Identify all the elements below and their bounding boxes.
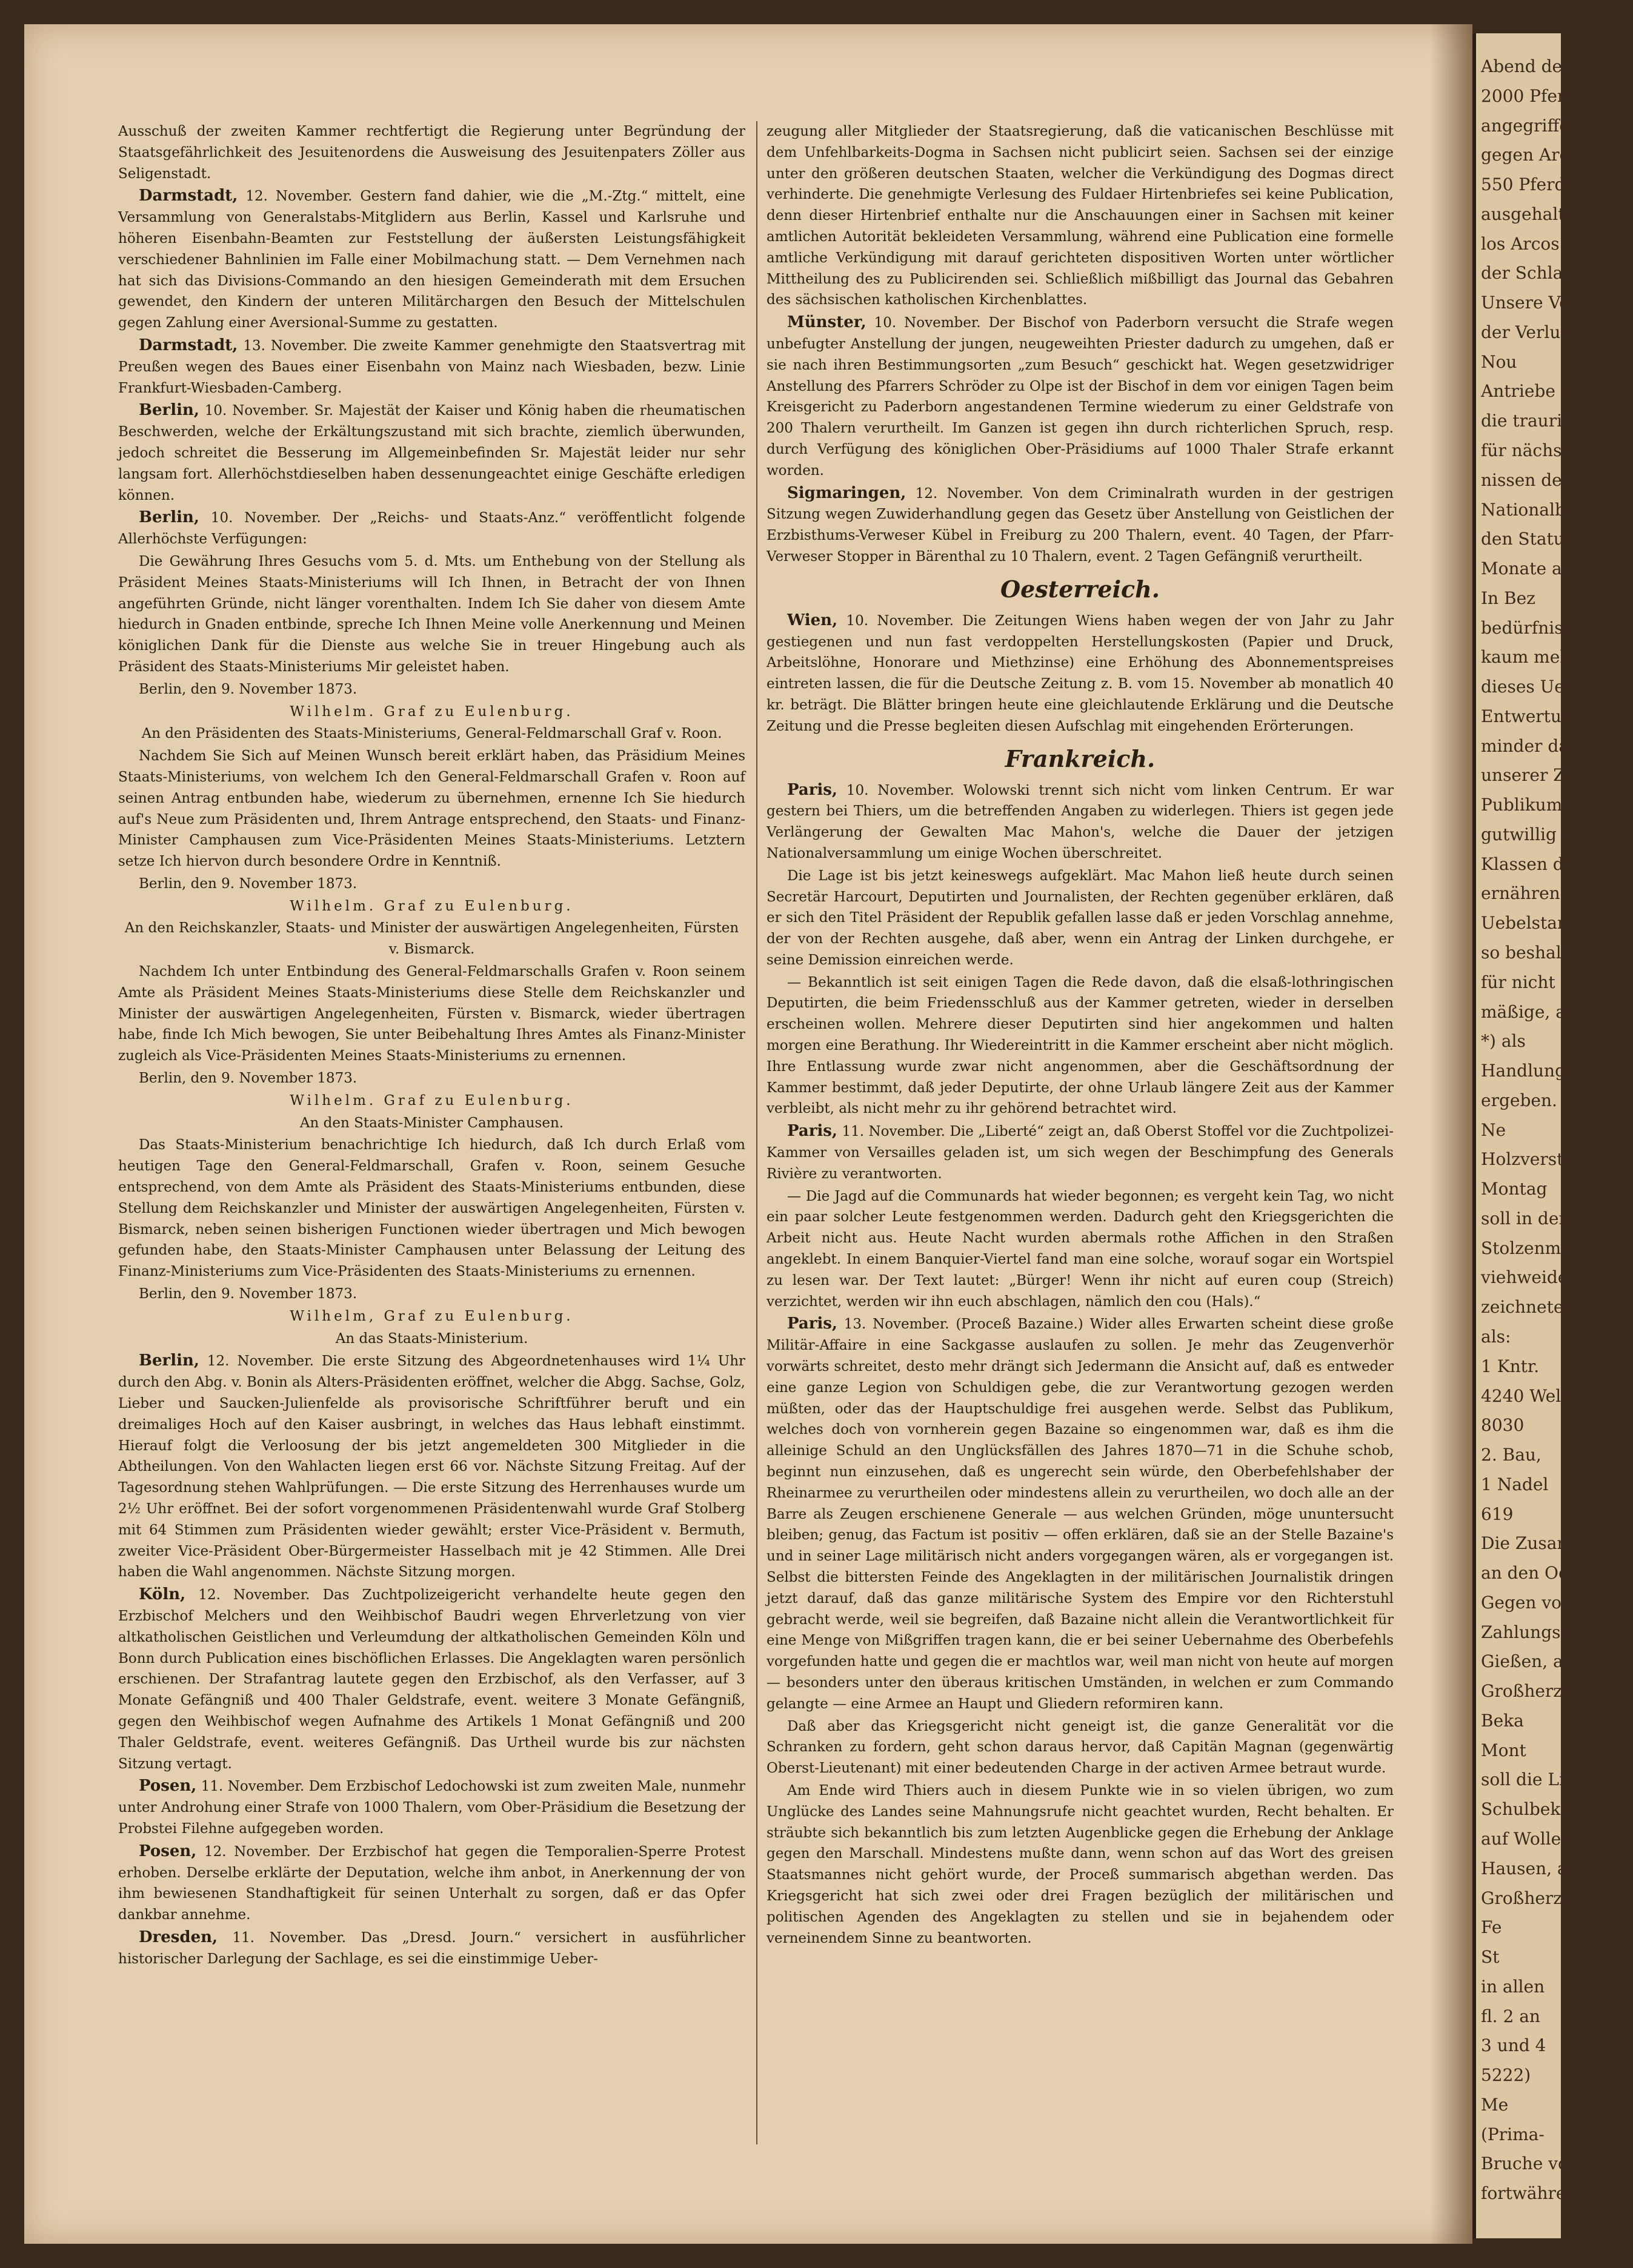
adjacent-page-edge (1472, 33, 1633, 2238)
adjacent-page-fragment: Hausen, am (1481, 1858, 1584, 1878)
paragraph-text: Die Lage ist bis jetzt keineswegs aufgeklärt. Mac Mahon ließ heute durch seinen Secretär Harcourt, Deputirten und Journalisten, der Rechten gegenüber erklären, daß er sich den Titel Präsident der Republik gefallen lasse daß er jeden Vorschlag annehme, der von der Rechten ausgehe, daß aber, wenn ein Antrag der Linken durchgehe, er seine Demission einreichen werde. (767, 867, 1394, 968)
dateline: Darmstadt, (139, 187, 238, 205)
dateline: Dresden, (139, 1928, 218, 1946)
paragraph-text: — Bekanntlich ist seit einigen Tagen die Rede davon, daß die elsaß-lothringischen Deputirten, die beim Friedensschluß aus der Kammer getreten, wieder in derselben erscheinen wollen. Mehrere dieser Deputirten sind hier angekommen und halten morgen eine Berathung. Ihr Wiedereintritt in die Kammer erscheint aber nicht möglich. Ihre Entlassung wurde zwar nicht angenommen, aber die Geschäftsordnung der Kammer bestimmt, daß jeder Deputirte, der ohne Urlaub längere Zeit aus der Kammer verbleibt, als nicht mehr zu ihr gehörend betrachtet wird. (767, 974, 1394, 1117)
adjacent-page-fragment: soll die Lieferu (1481, 1769, 1610, 1790)
article-paragraph (118, 961, 745, 1067)
adjacent-page-fragment: bedürfnisse (1481, 617, 1582, 638)
article-paragraph (118, 507, 745, 550)
adjacent-page-fragment: 8030 (1481, 1415, 1525, 1436)
adjacent-page-fragment: Me (1481, 2094, 1509, 2115)
paragraph-text: Berlin, den 9. November 1873. (139, 875, 358, 892)
dateline: Paris, (787, 1315, 837, 1333)
paragraph-text: Berlin, den 9. November 1873. (139, 681, 358, 697)
article-paragraph (767, 1716, 1394, 1779)
adjacent-page-fragment: angegriffen (1481, 115, 1580, 136)
article-paragraph (118, 679, 745, 700)
paragraph-text: Nachdem Sie Sich auf Meinen Wunsch bereit erklärt haben, das Präsidium Meines Staats-Ministeriums, von welchem Ich den General-Feldmarschall Grafen v. Roon auf seinen Antrag entbunden habe, wiederum zu übernehmen, ernenne Ich Sie hiedurch auf's Neue zum Präsidenten und, Ihrem Antrage entsprechend, den Staats- und Finanz-Minister Camphausen zum Vice-Präsidenten Meines Staats-Ministeriums. Letztern setze Ich hiervon durch besondere Ordre in Kenntniß. (118, 748, 745, 870)
adjacent-page-fragment: Fe (1481, 1917, 1502, 1938)
adjacent-page-fragment: kaum mehr (1481, 647, 1579, 668)
article-paragraph (118, 1841, 745, 1926)
paragraph-text: 12. November. Das Zuchtpolizeigericht verhandelte heute gegen den Erzbischof Melchers und den Weihbischof Baudri wegen Ehrverletzung von vier altkatholischen Geistlichen und Verleumdung der altkatholischen Gemeinden Köln und Bonn durch Publication eines bischöflichen Erlasses. Die Angeklagten waren persönlich erschienen. Der Strafantrag lautete gegen den Erzbischof, als den Verfasser, auf 3 Monate Gefängniß und 400 Thaler Geldstrafe, event. weitere 3 Monate Gefängniß, gegen den Weihbischof wegen Aufnahme des Artikels 1 Monat Gefängniß und 200 Thaler Geldstrafe, event. weiteres Gefängniß. Das Urtheil wurde bis zur nächsten Sitzung vertagt. (118, 1587, 745, 1772)
paragraph-text: 12. November. Der Erzbischof hat gegen die Temporalien-Sperre Protest erhoben. Derselbe erklärte der Deputation, welche ihm anbot, in Anerkennung der von ihm bewiesenen Standhaftigkeit für seinen Unterhalt zu sorgen, daß er das Opfer dankbar annehme. (118, 1843, 746, 1923)
adjacent-page-fragment: ernähren. D (1481, 883, 1585, 904)
paragraph-text: 10. November. Die Zeitungen Wiens haben wegen der von Jahr zu Jahr gestiegenen und nun fast verdoppelten Herstellungskosten (Papier und Druck, Arbeitslöhne, Honorare und Miethzinse) eine Erhöhung des Abonnementspreises eintreten lassen, die für die Deutsche Zeitung z. B. vom 15. November ab monatlich 40 kr. beträgt. Die Blätter bringen heute eine gleichlautende Erklärung und die Deutsche Zeitung und die Presse begleiten diesen Aufschlag mit eingehenden Erörterungen. (767, 612, 1394, 734)
article-paragraph (767, 1186, 1394, 1313)
adjacent-page-fragment: fortwähren (1481, 2183, 1577, 2204)
paragraph-text: Nachdem Ich unter Entbindung des General-Feldmarschalls Grafen v. Roon seinem Amte als Präsident Meines Staats-Ministeriums diese Stelle dem Reichskanzler und Minister der auswärtigen Angelegenheiten, Fürsten v. Bismarck, wieder übertragen habe, finde Ich Mich bewogen, Sie unter Beibehaltung Ihres Amtes als Finanz-Minister zugleich als Vice-Präsidenten Meines Staats-Ministeriums zu ernennen. (118, 964, 745, 1064)
paragraph-text: Wilhelm, Graf zu Eulenburg. (290, 1308, 574, 1324)
adjacent-page-fragment: Beka (1481, 1710, 1524, 1731)
adjacent-page-fragment: Ne (1481, 1119, 1506, 1140)
adjacent-page-fragment: fl. 2 an (1481, 2006, 1540, 2026)
dateline: Wien, (787, 611, 838, 629)
adjacent-page-fragment: 550 Pferde (1481, 174, 1575, 195)
adjacent-page-fragment: die traurige (1481, 411, 1583, 431)
adjacent-page-fragment: *) als (1481, 1031, 1526, 1052)
dateline: Posen, (139, 1842, 197, 1860)
article-paragraph (767, 780, 1394, 864)
adjacent-page-fragment: soll in dem (1481, 1208, 1575, 1228)
paragraph-text: 13. November. Die zweite Kammer genehmigte den Staatsvertrag mit Preußen wegen des Baues einer Eisenbahn von Mainz nach Wiesbaden, bezw. Linie Frankfurt-Wiesbaden-Camberg. (118, 337, 745, 396)
adjacent-page-fragment: als: (1481, 1326, 1511, 1347)
adjacent-page-fragment: ergeben. (1481, 1090, 1557, 1110)
dateline: Münster, (787, 313, 866, 332)
adjacent-page-fragment: los Arcos (1481, 233, 1560, 254)
paragraph-text: — Die Jagd auf die Communards hat wieder begonnen; es vergeht kein Tag, wo nicht ein paar solcher Leute festgenommen werden. Dadurch geht den Kriegsgerichten die Arbeit nicht aus. Heute Nacht wurden abermals rothe Affichen in den Straßen angeklebt. In einem Banquier-Viertel fand man eine solche, worauf sogar ein Wortspiel zu lesen war. Der Text lautet: „Bürger! Wenn ihr nicht auf euren coup (Streich) verzichtet, werden wir ihn euch abschlagen, nämlich den cou (Hals).“ (767, 1188, 1394, 1310)
article-paragraph (118, 1113, 745, 1134)
paragraph-text: An den Präsidenten des Staats-Ministeriums, General-Feldmarschall Graf v. Roon. (141, 726, 722, 742)
article-paragraph (118, 551, 745, 678)
adjacent-page-fragment: unserer Zeit (1481, 765, 1588, 786)
adjacent-page-fragment: 3 und 4 (1481, 2035, 1546, 2056)
adjacent-page-fragment: Handlungshäuser (1481, 1061, 1633, 1081)
dateline: Berlin, (139, 1351, 199, 1370)
paragraph-text: Die Gewährung Ihres Gesuchs vom 5. d. Mts. um Enthebung von der Stellung als Präsident Meines Staats-Ministeriums will Ich Ihnen, in Betracht der von Ihnen angeführten Gründe, nicht länger vorenthalten. Indem Ich Sie daher von diesem Amte hiedurch in Gnaden entbinde, spreche Ich Ihnen Meine volle Anerkennung und Meinen königlichen Dank für die Dienste aus welche Sie in treuer Hingebung auch als Präsident des Staats-Ministeriums Mir geleistet haben. (118, 553, 745, 675)
adjacent-page-fragment: Publikum w (1481, 795, 1583, 815)
adjacent-page-fragment: gegen Arella (1481, 145, 1591, 165)
paragraph-text: 12. November. Gestern fand dahier, wie die „M.-Ztg.“ mittelt, eine Versammlung von Generalstabs-Mitglidern aus Berlin, Kassel und Karlsruhe und höheren Eisenbahn-Beamten zur Feststellung der äußersten Leistungsfähigkeit verschiedener Bahnlinien im Falle einer Mobilmachung statt. — Dem Vernehmen nach hat sich das Divisions-Commando an den hiesigen Gemeinderath mit dem Ersuchen gewendet, den Kindern der unteren Militärchargen den Besuch der Mittelschulen gegen Zahlung einer Aversional-Summe zu gestatten. (118, 188, 746, 331)
article-paragraph (118, 1090, 745, 1112)
paragraph-text: 11. November. Die „Liberté“ zeigt an, daß Oberst Stoffel vor die Zuchtpolizei-Kammer von Versailles geladen ist, um sich wegen der Beschimpfung des Generals Rivière zu verantworten. (767, 1124, 1394, 1182)
article-paragraph (767, 972, 1394, 1120)
adjacent-page-fragment: Monate aus (1481, 559, 1582, 579)
article-paragraph (118, 874, 745, 895)
article-paragraph (118, 1584, 745, 1774)
paragraph-text: Das Staats-Ministerium benachrichtige Ich hiedurch, daß Ich durch Erlaß vom heutigen Tage den General-Feldmarschall, Grafen v. Roon, seinem Gesuche entsprechend, von dem Amte als Präsident des Staats-Ministeriums entbunden, diese Stellung dem Reichskanzler und Minister der auswärtigen Angelegenheiten, Fürsten v. Bismarck, neben seinen bisherigen Functionen wieder übertragen und Mich bewogen gefunden habe, den Staats-Minister Camphausen unter Belassung der Leitung des Finanz-Ministeriums zum Vice-Präsidenten des Staats-Ministeriums zu ernennen. (118, 1137, 745, 1280)
article-paragraph (118, 701, 745, 723)
article-paragraph (118, 335, 745, 399)
article-paragraph (118, 896, 745, 917)
paragraph-text: Ausschuß der zweiten Kammer rechtfertigt die Regierung unter Begründung der Staatsgefährlichkeit des Jesuitenordens die Ausweisung des Jesuitenpaters Zöller aus Seligenstadt. (118, 124, 745, 182)
adjacent-page-fragment: Gegen vorh (1481, 1592, 1581, 1613)
adjacent-page-fragment: gutwillig ihr (1481, 824, 1587, 844)
article-paragraph (118, 1068, 745, 1089)
article-paragraph (118, 121, 745, 184)
adjacent-page-fragment: Die Zusammen (1481, 1533, 1611, 1554)
adjacent-page-fragment: Schulbekleidung (1481, 1799, 1625, 1820)
article-paragraph (767, 866, 1394, 971)
adjacent-page-fragment: so beshalb (1481, 943, 1572, 963)
paragraph-text: 10. November. Der „Reichs- und Staats-Anz.“ veröffentlicht folgende Allerhöchste Verfügungen: (118, 510, 745, 548)
adjacent-page-fragment: Antriebe der (1481, 381, 1590, 402)
dateline: Paris, (787, 780, 837, 799)
section-heading: Oesterreich. (1000, 575, 1160, 603)
adjacent-page-fragment: Uebelstande (1481, 913, 1589, 933)
adjacent-page-fragment: den Statut (1481, 529, 1572, 549)
adjacent-page-fragment: Großherzoglich (1481, 1681, 1615, 1702)
left-column (118, 121, 745, 1971)
article-paragraph (118, 918, 745, 960)
adjacent-page-fragment: ausgehalten (1481, 204, 1586, 224)
article-paragraph (118, 1284, 745, 1305)
dateline: Posen, (139, 1777, 197, 1795)
paragraph-text: zeugung aller Mitglieder der Staatsregierung, daß die vaticanischen Beschlüsse mit dem Unfehlbarkeits-Dogma in Sachsen nicht publicirt seien. Sachsen sei der einzige unter den größeren deutschen Staaten, welcher die Verkündigung des Dogmas direct verhinderte. Die genehmigte Verlesung des Fuldaer Hirtenbriefes sei keine Publication, denn dieser Hirtenbrief enthalte nur die Anschauungen einer in Sachsen mit keiner amtlichen Autorität bekleideten Versammlung, während eine Publication eine formelle amtliche Verkündigung mit darauf gerichteten dispositiven Worten unter wörtlicher Mittheilung des zu Publicirenden sei. Schließlich mißbilligt das Journal das Gebahren des sächsischen katholischen Kirchenblattes. (767, 124, 1394, 308)
adjacent-page-fragment: der Schlach (1481, 263, 1584, 284)
dateline: Paris, (787, 1122, 837, 1141)
paragraph-text: 10. November. Wolowski trennt sich nicht vom linken Centrum. Er war gestern bei Thiers, um die betreffenden Angaben zu widerlegen. Thiers ist gegen jede Verlängerung der Gewalten Mac Mahon's, welche die Dauer der jetzigen Nationalversammlung um einige Wochen überschreitet. (767, 782, 1394, 861)
paragraph-text: 12. November. Von dem Criminalrath wurden in der gestrigen Sitzung wegen Zuwiderhandlung gegen das Gesetz über Anstellung von Geistlichen der Erzbisthums-Verweser Kübel in Freiburg zu 200 Thalern, event. 40 Tagen, der Pfarr-Verweser Stopper in Bärenthal zu 10 Thalern, event. 2 Tagen Gefängniß verurtheilt. (767, 485, 1394, 565)
adjacent-page-fragment: Abend de (1481, 56, 1563, 76)
adjacent-page-fragment: 1 Nadel (1481, 1474, 1549, 1494)
article-paragraph (118, 1927, 745, 1970)
adjacent-page-fragment: Holzverstei (1481, 1149, 1579, 1170)
article-paragraph (118, 1306, 745, 1327)
adjacent-page-fragment: Großherzog (1481, 1888, 1583, 1908)
dateline: Darmstadt, (139, 336, 238, 354)
article-paragraph (767, 610, 1394, 737)
adjacent-page-fragment: zeichnetes Hol (1481, 1297, 1608, 1318)
article-paragraph (118, 1135, 745, 1282)
article-paragraph (118, 185, 745, 334)
adjacent-page-fragment: 619 (1481, 1504, 1514, 1524)
paragraph-text: Berlin, den 9. November 1873. (139, 1070, 358, 1087)
adjacent-page-fragment: St (1481, 1947, 1500, 1968)
paragraph-text: 13. November. (Proceß Bazaine.) Wider alles Erwarten scheint diese große Militär-Affaire in eine Sackgasse auslaufen zu sollen. Je mehr das Zeugenverhör vorwärts schreitet, desto mehr drängt sich Jedermann die Ansicht auf, daß es entweder eine ganze Legion von Schuldigen gebe, die zur Verantwortung gezogen werden müßten, oder das der Hauptschuldige frei ausgehen werde. Selbst das Publikum, welches doch von vornherein gegen Bazaine so eingenommen war, daß es ihm die alleinige Schuld an den Unglücksfällen des Jahres 1870—71 in die Schuhe schob, beginnt nun einzusehen, daß es ungerecht sein würde, den Oberbefehlshaber der Rheinarmee zu verurtheilen oder mindestens allein zu verurtheilen, wo doch alle an der Barre als Zeugen erschienene Generale — aus welchen Gründen, möge ununtersucht bleiben; genug, das Factum ist positiv — offen erklären, daß sie an der Stelle Bazaine's und in seiner Lage militärisch nicht anders vorgegangen wären, als er vorgegangen ist. Selbst die bittersten Feinde des Angeklagten in der militärischen Journalistik dringen jetzt darauf, daß das ganze militärische System des Empire vor den Richterstuhl gebracht werde, weil sie begreifen, daß Bazaine nicht allein die Verantwortlichkeit für eine Menge von Mißgriffen tragen kann, die er bei seiner Uebernahme des Oberbefehls vorgefunden hatte und gegen die er machtlos war, weil man nicht von heute auf morgen — besonders unter den überaus kritischen Umständen, in welchen er zum Commando gelangte — eine Armee an Haupt und Gliedern reformiren kann. (767, 1316, 1394, 1712)
paragraph-text: 10. November. Der Bischof von Paderborn versucht die Strafe wegen unbefugter Anstellung der jungen, neugeweihten Priester dadurch zu umgehen, daß er sie nach ihren Bestimmungsorten „zum Besuch“ geschickt hat. Wegen gesetzwidriger Anstellung des Pfarrers Schröder zu Olpe ist der Bischof in dem vor einigen Tagen beim Kreisgericht zu Paderborn angestandenen Termine wiederum zu einer Geldstrafe von 200 Thalern verurtheilt. Im Ganzen ist gegen ihn durch richterlichen Spruch, resp. durch Verfügung des königlichen Ober-Präsidiums auf 1000 Thaler Strafe erkannt worden. (767, 315, 1394, 479)
adjacent-page-fragment: an den Ochsen (1481, 1563, 1609, 1583)
paragraph-text: 12. November. Die erste Sitzung des Abgeordnetenhauses wird 1¼ Uhr durch den Abg. v. Bonin als Alters-Präsidenten eröffnet, welcher die Abgg. Sachse, Golz, Lieber und Saucken-Julienfelde als provisorische Schriftführer beruft und ein dreimaliges Hoch auf den Kaiser ausbringt, in welches das Haus lebhaft einstimmt. Hierauf folgt die Verloosung der bis jetzt angemeldeten 300 Mitglieder in die Abtheilungen. Von den Wahlacten liegen erst 66 vor. Nächste Sitzung Freitag. Auf der Tagesordnung stehen Wahlprüfungen. — Die erste Sitzung des Herrenhauses wurde um 2½ Uhr eröffnet. Bei der sofort vorgenommenen Präsidentenwahl wurde Graf Stolberg mit 64 Stimmen zum Präsidenten wieder gewählt; erster Vice-Präsident v. Bermuth, zweiter Vice-Präsident Ober-Bürgermeister Hasselbach mit je 42 Stimmen. Alle Drei haben die Wahl angenommen. Nächste Sitzung morgen. (118, 1353, 746, 1580)
adjacent-page-fragment: Nationalbau (1481, 499, 1587, 520)
article-paragraph (767, 483, 1394, 568)
dateline: Köln, (139, 1585, 186, 1604)
dateline: Sigmaringen, (787, 483, 906, 502)
paragraph-text: An den Reichskanzler, Staats- und Minister der auswärtigen Angelegenheiten, Fürsten v. Bismarck. (124, 920, 739, 958)
paragraph-text: 11. November. Dem Erzbischof Ledochowski ist zum zweiten Male, nunmehr unter Androhung einer Strafe von 1000 Thalern, vom Ober-Präsidium die Besetzung der Probstei Filehne aufgegeben worden. (118, 1779, 745, 1837)
adjacent-page-fragment: mäßige, aber (1481, 1001, 1595, 1022)
adjacent-page-fragment: Klassen die (1481, 854, 1580, 874)
adjacent-page-fragment: (Prima- (1481, 2124, 1545, 2144)
adjacent-page-fragment: Nou (1481, 351, 1517, 372)
adjacent-page-fragment: für nächsten (1481, 440, 1590, 460)
article-paragraph (767, 1313, 1394, 1714)
paragraph-text: 10. November. Sr. Majestät der Kaiser und König haben die rheumatischen Beschwerden, welche der Erkältungszustand mit sich brachte, ziemlich überwunden, jedoch schreitet die Besserung im Allgemeinbefinden Sr. Majestät leider nur sehr langsam fort. Allerhöchstdieselben haben dessenungeachtet einige Geschäfte erledigen können. (118, 403, 746, 503)
article-paragraph (767, 1121, 1394, 1184)
adjacent-page-fragment: 4240 Wellen (1481, 1385, 1588, 1406)
paragraph-text: Daß aber das Kriegsgericht nicht geneigt ist, die ganze Generalität vor die Schranken zu fordern, geht schon daraus hervor, daß Capitän Magnan (gegenwärtig Oberst-Lieutenant) mit einer bedeutenden Charge in der activen Armee betraut wurde. (767, 1718, 1394, 1777)
article-paragraph (767, 121, 1394, 311)
article-paragraph (118, 1776, 745, 1839)
article-paragraph (118, 1328, 745, 1350)
adjacent-page-fragment: Zahlungsfrist (1481, 1622, 1596, 1642)
article-paragraph (767, 312, 1394, 481)
adjacent-page-fragment: 5222) (1481, 2065, 1531, 2086)
paragraph-text: An das Staats-Ministerium. (335, 1330, 528, 1347)
adjacent-page-fragment: Mont (1481, 1740, 1526, 1760)
adjacent-page-fragment: viehweide und (1481, 1267, 1606, 1288)
paragraph-text: An den Staats-Minister Camphausen. (299, 1115, 564, 1131)
adjacent-page-fragment: 2. Bau, (1481, 1445, 1542, 1465)
adjacent-page-fragment: der Verlust (1481, 322, 1576, 342)
paragraph-text: Wilhelm. Graf zu Eulenburg. (290, 1092, 574, 1109)
adjacent-page-fragment: minder darin (1481, 735, 1594, 756)
adjacent-page-fragment: 1 Kntr. (1481, 1356, 1540, 1376)
adjacent-page-fragment: Entwertung (1481, 706, 1583, 726)
adjacent-page-fragment: Unsere Ve (1481, 293, 1569, 313)
dateline: Berlin, (139, 508, 199, 527)
dateline: Berlin, (139, 401, 199, 420)
article-paragraph (118, 746, 745, 872)
adjacent-page-fragment: dieses Uebels (1481, 677, 1600, 697)
gutter-shadow (1430, 24, 1472, 2244)
adjacent-page-fragment: Gießen, am (1481, 1651, 1580, 1672)
adjacent-page-fragment: für nicht (1481, 972, 1555, 992)
paragraph-text: Am Ende wird Thiers auch in diesem Punkte wie in so vielen übrigen, wo zum Unglücke des Landes seine Mahnungsrufe nicht geachtet wurden, Recht behalten. Er sträubte sich bekanntlich bis zum letzten Augenblicke gegen die Erhebung der Anklage gegen den Marschall. Mindestens mußte dann, wenn schon auf das Wort des greisen Staatsmannes nicht gehört wurde, der Proceß summarisch abgethan werden. Das Kriegsgericht hat sich zwei oder drei Fragen bezüglich der militärischen und politischen Agenden des Angeklagten zu stellen und sie in bejahendem oder verneinendem Sinne zu beantworten. (767, 1782, 1394, 1946)
paragraph-text: 11. November. Das „Dresd. Journ.“ versichert in ausführlicher historischer Darlegung der Sachlage, es sei die einstimmige Ueber- (118, 1929, 745, 1967)
paragraph-text: Wilhelm. Graf zu Eulenburg. (290, 898, 574, 914)
section-heading: Frankreich. (1005, 744, 1156, 772)
right-column (767, 121, 1394, 1950)
adjacent-page-fragment: nissen des R (1481, 469, 1589, 490)
adjacent-page-fragment: Montag (1481, 1179, 1548, 1199)
article-paragraph (118, 400, 745, 506)
article-paragraph (118, 1350, 745, 1583)
column-divider (756, 121, 757, 2144)
newspaper-page (24, 24, 1472, 2244)
article-paragraph (767, 1780, 1394, 1949)
adjacent-page-fragment: in allen (1481, 1976, 1545, 1997)
paragraph-text: Wilhelm. Graf zu Eulenburg. (290, 703, 574, 720)
paragraph-text: Berlin, den 9. November 1873. (139, 1286, 358, 1302)
adjacent-page-fragment: In Bez (1481, 588, 1535, 608)
adjacent-page-fragment: 2000 Pferd (1481, 85, 1577, 106)
article-paragraph (118, 723, 745, 744)
adjacent-page-fragment: Bruche von (1481, 2154, 1579, 2174)
adjacent-page-fragment: auf Woller un (1481, 1829, 1597, 1849)
adjacent-page-fragment: Stolzenmorgen (1481, 1238, 1611, 1258)
